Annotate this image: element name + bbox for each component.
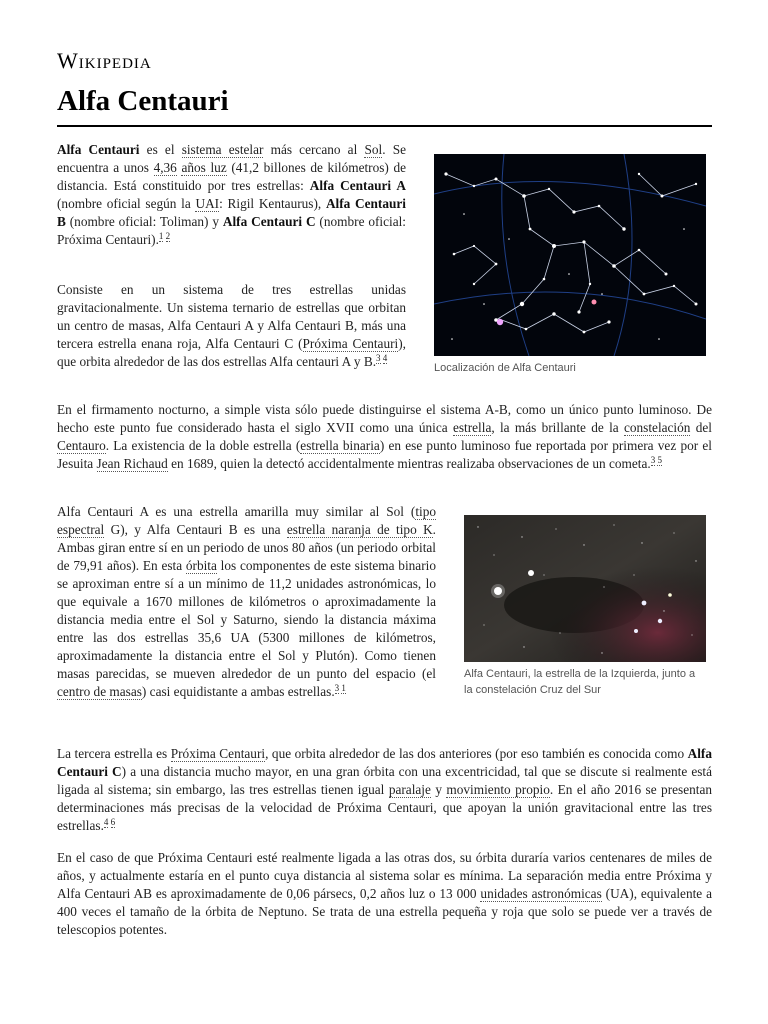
title-divider <box>57 125 712 127</box>
reference <box>104 817 115 828</box>
text: En el caso de que Próxima Centauri esté realmente ligada a las otras dos, su órbita duraría varios centenares de miles de años, y actualmente estaría en el punto cuya distancia al sistema solar es mínima. La separación media entre Próxima y Alfa Centauri AB es aproximadamente de 0,06 pársecs, 0,2 años luz o 13 000 <box>57 850 712 901</box>
paragraph-5 <box>57 745 712 835</box>
sky-photo-image[interactable] <box>464 515 706 662</box>
link-estrella[interactable]: estrella <box>452 420 492 435</box>
text: Consiste en un sistema de tres estrellas unidas gravitacionalmente. Un sistema ternario de estrellas que orbitan un centro de masas, Alfa Centauri A y Alfa Centauri B, más una tercera estrella enana roja, Alfa Centauri C ( <box>57 282 406 351</box>
reference-link[interactable]: 6 <box>110 816 116 827</box>
text: , que orbita alrededor de las dos anteriores (por eso también es conocida como <box>265 746 688 761</box>
paragraph-1 <box>57 141 406 249</box>
text: (nombre oficial: Toliman) y <box>65 214 223 229</box>
text: En el firmamento nocturno, a simple vista sólo puede distinguirse el sistema A-B, como un único punto luminoso. De hecho este punto fue considerado hasta el siglo XVII como una única <box>57 402 712 435</box>
paragraph-6 <box>57 849 712 939</box>
link-distance-value[interactable]: 4,36 <box>153 160 177 175</box>
link-centauro[interactable]: Centauro <box>57 438 106 453</box>
link-jean-richaud[interactable]: Jean Richaud <box>96 456 168 471</box>
text: . Ambas giran entre sí en un periodo de unos 80 años (un periodo orbital de 79,91 años). En esta <box>57 522 436 573</box>
reference-link[interactable]: 3 <box>650 454 656 465</box>
page-title: Alfa Centauri <box>57 85 229 117</box>
reference-link[interactable]: 5 <box>657 454 662 465</box>
link-proxima-centauri[interactable]: Próxima Centauri <box>302 336 399 351</box>
sky-photo-caption: Alfa Centauri, la estrella de la Izquierda, junto a la constelación Cruz del Sur <box>464 668 696 696</box>
reference-link[interactable]: 3 <box>376 352 381 363</box>
figure-star-map <box>434 154 706 376</box>
link-sistema-estelar[interactable]: sistema estelar <box>181 142 264 157</box>
bold-term: Alfa Centauri B <box>57 196 406 229</box>
link-unidades-astronomicas[interactable]: unidades astronómicas <box>480 886 602 901</box>
text: ) en ese punto luminoso fue reportada por primera vez por el Jesuita <box>57 438 712 471</box>
text: ) casi equidistante a ambas estrellas. <box>141 684 335 699</box>
reference-link[interactable]: 4 <box>382 352 388 363</box>
text: más cercano al <box>263 142 365 157</box>
text: en 1689, quien la detectó accidentalmente mientras realizaba observaciones de un cometa. <box>167 456 651 471</box>
text: . La existencia de la doble estrella ( <box>105 438 301 453</box>
link-estrella-binaria[interactable]: estrella binaria <box>300 438 380 453</box>
paragraph-3 <box>57 401 712 473</box>
link-proxima-centauri[interactable]: Próxima Centauri <box>170 746 266 761</box>
text: Alfa Centauri A es una estrella amarilla muy similar al Sol ( <box>57 504 416 519</box>
link-orbita[interactable]: órbita <box>185 558 217 573</box>
link-uai[interactable]: UAI <box>195 196 220 211</box>
reference-link[interactable]: 3 <box>334 682 340 693</box>
paragraph-4 <box>57 503 436 701</box>
link-centro-de-masas[interactable]: centro de masas <box>57 684 142 699</box>
paragraph-2 <box>57 281 406 371</box>
text: y <box>430 782 447 797</box>
bold-term: Alfa Centauri C <box>222 214 316 229</box>
text: es el <box>139 142 182 157</box>
text: los componentes de este sistema binario se aproximan entre sí a un mínimo de 11,2 unidades astronómicas, lo que equivale a 1670 millones de kilómetros o aproximadamente la distancia media entre el Sol y Saturno, siendo la distancia máxima entre las dos estrellas 35,6 UA (5300 millones de kilómetros, aproximadamente la distancia entre el Sol y Plutón). Como tienen masas parecidas, se mueven alrededor de un punto del espacio (el <box>57 558 436 681</box>
bold-term: Alfa Centauri A <box>309 178 406 193</box>
text: (UA), equivalente a 400 veces el tamaño de la órbita de Neptuno. Se trata de una estrella pequeña y roja que solo se puede ver a través de telescopios potentes. <box>57 886 713 937</box>
reference-link[interactable]: 1 <box>158 230 164 241</box>
star-map-caption: Localización de Alfa Centauri <box>434 362 576 374</box>
text: . Se encuentra a unos <box>57 142 406 175</box>
text: ) a una distancia mucho mayor, en una gran órbita con una excentricidad, tal que se discute si realmente está ligada al sistema; sin embargo, las tres estrellas tienen igual <box>57 764 712 797</box>
text: (nombre oficial según la <box>57 196 196 211</box>
link-tipo-espectral[interactable]: tipo espectral <box>57 504 436 537</box>
text: , la más brillante de la <box>491 420 624 435</box>
bold-term: Alfa Centauri <box>57 142 140 157</box>
text: ), que orbita alrededor de las dos estrellas Alfa centauri A y B. <box>57 336 406 369</box>
reference-link[interactable]: 1 <box>341 682 346 693</box>
link-paralaje[interactable]: paralaje <box>388 782 431 797</box>
text: (nombre oficial: Próxima Centauri). <box>57 214 406 247</box>
reference-link[interactable]: 4 <box>103 816 109 827</box>
text: . En el año 2016 se presentan determinaciones más precisas de la velocidad de Próxima Centauri, que apoyan la unión gravitacional entre las tres estrellas. <box>57 782 712 833</box>
link-movimiento-propio[interactable]: movimiento propio <box>446 782 550 797</box>
reference-link[interactable]: 2 <box>165 230 171 241</box>
text: G), y Alfa Centauri B es una <box>104 522 287 537</box>
text: La tercera estrella es <box>57 746 171 761</box>
text: (41,2 billones de kilómetros) de distancia. Está constituido por tres estrellas: <box>57 160 407 193</box>
figure-sky-photo <box>464 515 706 698</box>
bold-term: Alfa Centauri C <box>57 746 712 779</box>
link-estrella-naranja[interactable]: estrella naranja de tipo K <box>286 522 433 537</box>
reference <box>159 231 170 242</box>
reference <box>376 353 387 364</box>
text: del <box>690 420 712 435</box>
star-map-image[interactable] <box>434 154 706 356</box>
link-sol[interactable]: Sol <box>364 142 383 157</box>
link-constelacion[interactable]: constelación <box>623 420 691 435</box>
wikipedia-logo[interactable]: Wikipedia <box>57 48 152 73</box>
reference <box>335 683 346 694</box>
reference <box>651 455 662 466</box>
text: : Rigil Kentaurus), <box>219 196 326 211</box>
link-anos-luz[interactable]: años luz <box>181 160 227 175</box>
